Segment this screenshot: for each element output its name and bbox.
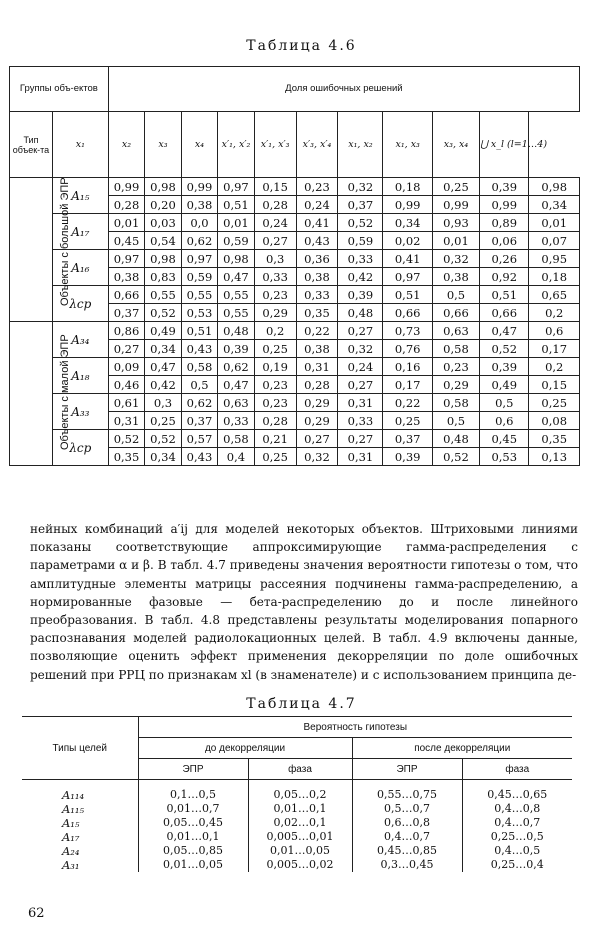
- probability-value: 0,01…0,05: [248, 844, 352, 858]
- cell-value: 0,27: [296, 430, 338, 448]
- target-name: A₁₇: [22, 830, 138, 844]
- cell-value: 0,41: [296, 214, 338, 232]
- cell-value: 0,25: [432, 178, 479, 196]
- cell-value: 0,58: [181, 358, 217, 376]
- cell-value: 0,98: [529, 178, 580, 196]
- cell-value: 0,53: [480, 448, 529, 466]
- cell-value: 0,39: [218, 340, 254, 358]
- probability-header: Вероятность гипотезы: [138, 717, 572, 738]
- cell-value: 0,86: [108, 322, 144, 340]
- cell-value: 0,28: [296, 376, 338, 394]
- object-name: A₁₈: [52, 358, 108, 394]
- cell-value: 0,0: [181, 214, 217, 232]
- object-name: A₁₇: [52, 214, 108, 250]
- probability-value: 0,3…0,45: [352, 858, 462, 872]
- cell-value: 0,49: [480, 376, 529, 394]
- cell-value: 0,59: [338, 232, 383, 250]
- probability-value: 0,45…0,85: [352, 844, 462, 858]
- cell-value: 0,45: [108, 232, 144, 250]
- after-decorrelation-header: после декорреляции: [352, 738, 572, 759]
- cell-value: 0,97: [108, 250, 144, 268]
- column-header: x′₃, x′₄: [296, 112, 338, 178]
- cell-value: 0,25: [254, 340, 296, 358]
- probability-value: 0,01…0,7: [138, 802, 248, 816]
- cell-value: 0,51: [218, 196, 254, 214]
- cell-value: 0,43: [181, 448, 217, 466]
- cell-value: 0,25: [383, 412, 432, 430]
- cell-value: 0,5: [432, 286, 479, 304]
- cell-value: 0,65: [529, 286, 580, 304]
- column-header: x₄: [181, 112, 217, 178]
- target-name: A₃₁: [22, 858, 138, 872]
- target-name: A₁₅: [22, 816, 138, 830]
- target-name: A₂₄: [22, 844, 138, 858]
- cell-value: 0,2: [254, 322, 296, 340]
- cell-value: 0,24: [254, 214, 296, 232]
- cell-value: 0,08: [529, 412, 580, 430]
- cell-value: 0,4: [218, 448, 254, 466]
- cell-value: 0,15: [254, 178, 296, 196]
- share-header: Доля ошибочных решений: [108, 67, 579, 112]
- column-header: ⋃ x_l (l=1…4): [480, 112, 529, 178]
- cell-value: 0,21: [254, 430, 296, 448]
- cell-value: 0,27: [338, 376, 383, 394]
- table-row: [10, 394, 580, 412]
- cell-value: 0,47: [145, 358, 181, 376]
- cell-value: 0,23: [432, 358, 479, 376]
- cell-value: 0,52: [338, 214, 383, 232]
- cell-value: 0,32: [338, 340, 383, 358]
- object-name: A₁₅: [52, 178, 108, 214]
- cell-value: 0,99: [432, 196, 479, 214]
- cell-value: 0,51: [181, 322, 217, 340]
- object-name: λcp: [52, 286, 108, 322]
- cell-value: 0,23: [254, 394, 296, 412]
- cell-value: 0,01: [529, 214, 580, 232]
- cell-value: 0,16: [383, 358, 432, 376]
- cell-value: 0,27: [338, 322, 383, 340]
- probability-value: 0,02…0,1: [248, 816, 352, 830]
- cell-value: 0,48: [218, 322, 254, 340]
- cell-value: 0,27: [108, 340, 144, 358]
- probability-value: 0,05…0,2: [248, 780, 352, 803]
- cell-value: 0,23: [254, 376, 296, 394]
- cell-value: 0,5: [432, 412, 479, 430]
- phase-before-header: фаза: [248, 759, 352, 780]
- cell-value: 0,3: [254, 250, 296, 268]
- cell-value: 0,34: [145, 340, 181, 358]
- object-name: A₁₆: [52, 250, 108, 286]
- cell-value: 0,22: [383, 394, 432, 412]
- group-label-text: Объекты с большой ЭПР: [59, 176, 71, 306]
- cell-value: 0,6: [480, 412, 529, 430]
- cell-value: 0,73: [383, 322, 432, 340]
- cell-value: 0,59: [218, 232, 254, 250]
- cell-value: 0,37: [338, 196, 383, 214]
- cell-value: 0,07: [529, 232, 580, 250]
- cell-value: 0,39: [480, 358, 529, 376]
- table-row: [22, 780, 572, 803]
- probability-value: 0,5…0,7: [352, 802, 462, 816]
- cell-value: 0,55: [145, 286, 181, 304]
- cell-value: 0,42: [145, 376, 181, 394]
- body-paragraph: нейных комбинаций a′ij для моделей некоторых объектов. Штриховыми линиями показаны соответствующие аппроксимирующие гамма-распределения с параметрами α и β. В табл. 4.7 приведены значения вероятности гипотезы о том, что амплитудные элементы матрицы рассеяния подчинены гамма-распределению, а нормированные фазовые — бета-распределению до и после линейного преобразования. В табл. 4.8 представлены результаты моделирования попарного распознавания моделей радиолокационных целей. В табл. 4.9 включены данные, позволяющие оценить эффект применения декорреляции по доле ошибочных решений при РРЦ по признакам xl (в знаменателе) и с использованием принципа де-: [30, 522, 578, 682]
- cell-value: 0,20: [145, 196, 181, 214]
- probability-value: 0,01…0,1: [138, 830, 248, 844]
- cell-value: 0,25: [254, 448, 296, 466]
- cell-value: 0,55: [218, 304, 254, 322]
- target-types-header: Типы целей: [22, 717, 138, 780]
- cell-value: 0,58: [218, 430, 254, 448]
- cell-value: 0,52: [432, 448, 479, 466]
- cell-value: 0,97: [383, 268, 432, 286]
- probability-value: 0,005…0,02: [248, 858, 352, 872]
- cell-value: 0,3: [145, 394, 181, 412]
- table-row: [10, 322, 580, 340]
- cell-value: 0,38: [181, 196, 217, 214]
- probability-value: 0,01…0,1: [248, 802, 352, 816]
- cell-value: 0,09: [108, 358, 144, 376]
- group-label: [10, 176, 71, 322]
- table-row: [22, 844, 572, 858]
- probability-value: 0,1…0,5: [138, 780, 248, 803]
- cell-value: 0,2: [529, 358, 580, 376]
- cell-value: 0,38: [108, 268, 144, 286]
- cell-value: 0,33: [218, 412, 254, 430]
- cell-value: 0,62: [181, 232, 217, 250]
- cell-value: 0,45: [480, 430, 529, 448]
- probability-value: 0,005…0,01: [248, 830, 352, 844]
- cell-value: 0,33: [338, 412, 383, 430]
- cell-value: 0,59: [181, 268, 217, 286]
- table-row: [22, 830, 572, 844]
- cell-value: 0,26: [480, 250, 529, 268]
- cell-value: 0,38: [296, 268, 338, 286]
- cell-value: 0,35: [529, 430, 580, 448]
- cell-value: 0,33: [296, 286, 338, 304]
- cell-value: 0,58: [432, 340, 479, 358]
- cell-value: 0,95: [529, 250, 580, 268]
- table-row: [10, 250, 580, 268]
- cell-value: 0,32: [432, 250, 479, 268]
- cell-value: 0,32: [296, 448, 338, 466]
- cell-value: 0,52: [145, 304, 181, 322]
- cell-value: 0,18: [529, 268, 580, 286]
- cell-value: 0,99: [383, 196, 432, 214]
- cell-value: 0,37: [383, 430, 432, 448]
- cell-value: 0,43: [181, 340, 217, 358]
- cell-value: 0,25: [529, 394, 580, 412]
- table-row: [10, 430, 580, 448]
- cell-value: 0,28: [254, 412, 296, 430]
- column-header: x₃, x₄: [432, 112, 479, 178]
- cell-value: 0,98: [218, 250, 254, 268]
- cell-value: 0,62: [181, 394, 217, 412]
- cell-value: 0,34: [529, 196, 580, 214]
- cell-value: 0,62: [218, 358, 254, 376]
- page-number: 62: [28, 906, 45, 921]
- cell-value: 0,63: [218, 394, 254, 412]
- cell-value: 0,89: [480, 214, 529, 232]
- object-name: A₃₄: [52, 322, 108, 358]
- cell-value: 0,31: [108, 412, 144, 430]
- column-header: x₃: [145, 112, 181, 178]
- table-row: [22, 858, 572, 872]
- column-header: x₁, x₃: [383, 112, 432, 178]
- cell-value: 0,57: [181, 430, 217, 448]
- cell-value: 0,61: [108, 394, 144, 412]
- cell-value: 0,35: [108, 448, 144, 466]
- cell-value: 0,43: [296, 232, 338, 250]
- cell-value: 0,31: [338, 394, 383, 412]
- table47-caption: Таблица 4.7: [246, 696, 357, 712]
- cell-value: 0,39: [338, 286, 383, 304]
- table-row: [10, 358, 580, 376]
- cell-value: 0,97: [218, 178, 254, 196]
- type-header: Тип объек-та: [10, 112, 53, 178]
- cell-value: 0,53: [181, 304, 217, 322]
- cell-value: 0,47: [218, 268, 254, 286]
- cell-value: 0,39: [383, 448, 432, 466]
- cell-value: 0,83: [145, 268, 181, 286]
- group-label-text: Объекты с малой ЭПР: [59, 333, 71, 450]
- cell-value: 0,66: [108, 286, 144, 304]
- cell-value: 0,17: [529, 340, 580, 358]
- probability-value: 0,05…0,85: [138, 844, 248, 858]
- cell-value: 0,22: [296, 322, 338, 340]
- cell-value: 0,34: [145, 448, 181, 466]
- group-label: [10, 322, 71, 466]
- cell-value: 0,23: [296, 178, 338, 196]
- cell-value: 0,24: [338, 358, 383, 376]
- cell-value: 0,32: [338, 178, 383, 196]
- cell-value: 0,19: [254, 358, 296, 376]
- cell-value: 0,13: [529, 448, 580, 466]
- cell-value: 0,15: [529, 376, 580, 394]
- cell-value: 0,5: [480, 394, 529, 412]
- column-header: x′₁, x′₂: [218, 112, 254, 178]
- epr-before-header: ЭПР: [138, 759, 248, 780]
- table-row: [10, 178, 580, 196]
- cell-value: 0,55: [181, 286, 217, 304]
- table-row: [22, 816, 572, 830]
- before-decorrelation-header: до декорреляции: [138, 738, 352, 759]
- cell-value: 0,98: [145, 250, 181, 268]
- cell-value: 0,02: [383, 232, 432, 250]
- cell-value: 0,03: [145, 214, 181, 232]
- table-row: [10, 286, 580, 304]
- cell-value: 0,66: [480, 304, 529, 322]
- cell-value: 0,25: [145, 412, 181, 430]
- cell-value: 0,01: [218, 214, 254, 232]
- cell-value: 0,39: [480, 178, 529, 196]
- cell-value: 0,48: [432, 430, 479, 448]
- cell-value: 0,29: [432, 376, 479, 394]
- cell-value: 0,29: [296, 394, 338, 412]
- cell-value: 0,33: [338, 250, 383, 268]
- cell-value: 0,37: [181, 412, 217, 430]
- cell-value: 0,47: [218, 376, 254, 394]
- cell-value: 0,63: [432, 322, 479, 340]
- probability-value: 0,4…0,8: [494, 802, 541, 815]
- cell-value: 0,76: [383, 340, 432, 358]
- cell-value: 0,31: [296, 358, 338, 376]
- cell-value: 0,66: [383, 304, 432, 322]
- cell-value: 0,58: [432, 394, 479, 412]
- probability-value: 0,4…0,7: [494, 816, 541, 829]
- probability-value: 0,01…0,05: [138, 858, 248, 872]
- cell-value: 0,55: [218, 286, 254, 304]
- probability-value: 0,05…0,45: [138, 816, 248, 830]
- cell-value: 0,98: [145, 178, 181, 196]
- cell-value: 0,35: [296, 304, 338, 322]
- probability-value: 0,4…0,7: [352, 830, 462, 844]
- cell-value: 0,46: [108, 376, 144, 394]
- object-name: A₃₃: [52, 394, 108, 430]
- cell-value: 0,18: [383, 178, 432, 196]
- cell-value: 0,33: [254, 268, 296, 286]
- cell-value: 0,28: [108, 196, 144, 214]
- cell-value: 0,52: [108, 430, 144, 448]
- cell-value: 0,54: [145, 232, 181, 250]
- cell-value: 0,48: [338, 304, 383, 322]
- cell-value: 0,37: [108, 304, 144, 322]
- cell-value: 0,5: [181, 376, 217, 394]
- cell-value: 0,24: [296, 196, 338, 214]
- cell-value: 0,01: [108, 214, 144, 232]
- cell-value: 0,97: [181, 250, 217, 268]
- column-header: x₂: [108, 112, 144, 178]
- cell-value: 0,29: [296, 412, 338, 430]
- cell-value: 0,93: [432, 214, 479, 232]
- table-row: [22, 802, 572, 816]
- probability-value: 0,4…0,5: [494, 844, 541, 857]
- cell-value: 0,47: [480, 322, 529, 340]
- phase-after-header: фаза: [462, 759, 572, 780]
- cell-value: 0,27: [338, 430, 383, 448]
- probability-value: 0,45…0,65: [487, 788, 548, 801]
- cell-value: 0,2: [529, 304, 580, 322]
- target-name: A₁₁₄: [22, 780, 138, 803]
- table-row: [10, 214, 580, 232]
- object-name: λcp: [52, 430, 108, 466]
- table-4-6: [9, 66, 580, 466]
- probability-value: 0,6…0,8: [352, 816, 462, 830]
- cell-value: 0,6: [529, 322, 580, 340]
- groups-header: Группы объ-ектов: [10, 67, 109, 112]
- cell-value: 0,27: [254, 232, 296, 250]
- probability-value: 0,25…0,4: [490, 858, 544, 871]
- cell-value: 0,36: [296, 250, 338, 268]
- cell-value: 0,66: [432, 304, 479, 322]
- cell-value: 0,51: [383, 286, 432, 304]
- cell-value: 0,01: [432, 232, 479, 250]
- cell-value: 0,99: [108, 178, 144, 196]
- cell-value: 0,38: [296, 340, 338, 358]
- table-4-7: [22, 716, 572, 872]
- column-header: x₁, x₂: [338, 112, 383, 178]
- cell-value: 0,52: [145, 430, 181, 448]
- cell-value: 0,29: [254, 304, 296, 322]
- epr-after-header: ЭПР: [352, 759, 462, 780]
- cell-value: 0,52: [480, 340, 529, 358]
- cell-value: 0,38: [432, 268, 479, 286]
- cell-value: 0,34: [383, 214, 432, 232]
- cell-value: 0,28: [254, 196, 296, 214]
- cell-value: 0,99: [480, 196, 529, 214]
- cell-value: 0,99: [181, 178, 217, 196]
- cell-value: 0,06: [480, 232, 529, 250]
- cell-value: 0,41: [383, 250, 432, 268]
- cell-value: 0,23: [254, 286, 296, 304]
- cell-value: 0,31: [338, 448, 383, 466]
- cell-value: 0,17: [383, 376, 432, 394]
- target-name: A₁₁₅: [22, 802, 138, 816]
- cell-value: 0,51: [480, 286, 529, 304]
- probability-value: 0,55…0,75: [352, 780, 462, 803]
- table46-caption: Таблица 4.6: [246, 38, 357, 54]
- column-header: x′₁, x′₃: [254, 112, 296, 178]
- cell-value: 0,49: [145, 322, 181, 340]
- column-header: x₁: [52, 112, 108, 178]
- probability-value: 0,25…0,5: [490, 830, 544, 843]
- cell-value: 0,92: [480, 268, 529, 286]
- cell-value: 0,42: [338, 268, 383, 286]
